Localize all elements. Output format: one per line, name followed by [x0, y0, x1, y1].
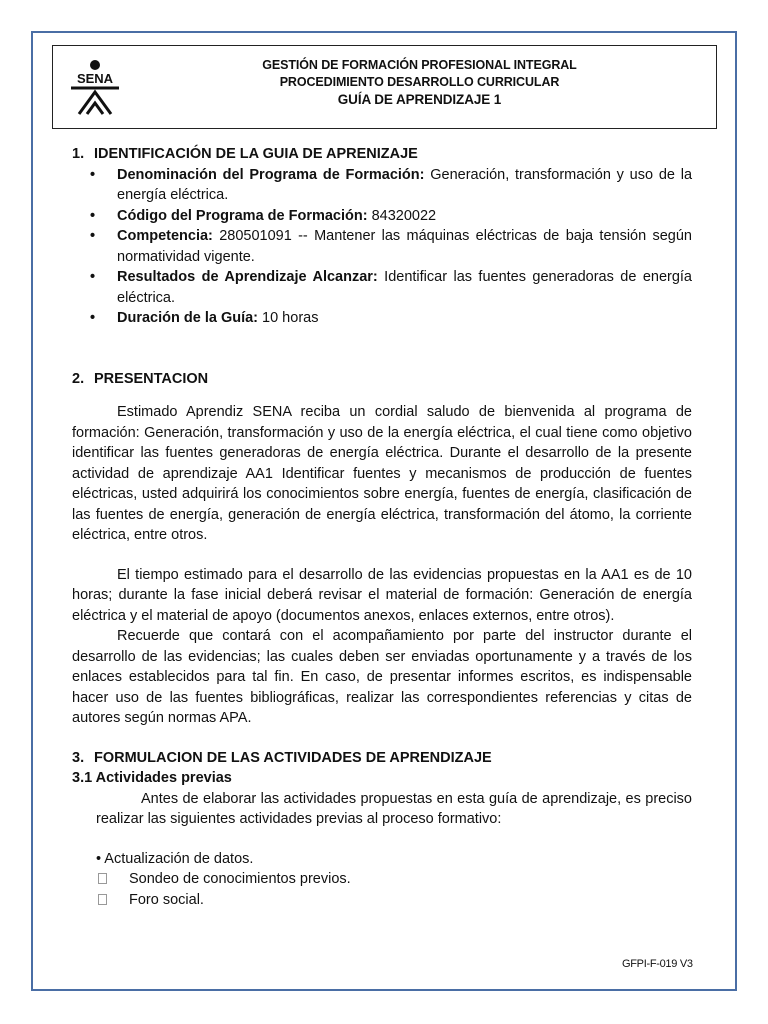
list-item: Foro social.: [72, 890, 692, 911]
header-line-1: GESTIÓN DE FORMACIÓN PROFESIONAL INTEGRAL: [262, 58, 577, 72]
svg-text:SENA: SENA: [76, 71, 114, 86]
header-titles: [133, 57, 706, 108]
list-item: • Denominación del Programa de Formación: Generación, transformación y uso de la energía eléctrica.: [90, 166, 693, 203]
list-item: • Duración de la Guía: 10 horas: [90, 310, 319, 326]
header-line-2: PROCEDIMIENTO DESARROLLO CURRICULAR: [279, 75, 560, 89]
section-3-1-title: 3.1 Actividades previas: [72, 770, 232, 786]
previous-activities-paragraph: Antes de elaborar las actividades propuestas en esta guía de aprendizaje, es preciso realizar las siguientes actividades previas al proceso formativo:: [96, 790, 692, 827]
section-1-title: 1. IDENTIFICACIÓN DE LA GUIA DE APRENIZAJE: [72, 146, 418, 162]
list-item: • Resultados de Aprendizaje Alcanzar: Identificar las fuentes generadoras de energía eléctrica.: [90, 269, 692, 306]
presentation-paragraph-2: El tiempo estimado para el desarrollo de las evidencias propuestas en la AA1 es de 10 horas; durante la fase inicial deberá revisar el material de formación: Generación de energía eléctrica y el material de apoyo (documentos anexos, enlaces externos, entre otros).: [72, 566, 692, 624]
checkbox-glyph-icon: [98, 894, 107, 905]
presentation-paragraph-1: Estimado Aprendiz SENA reciba un cordial saludo de bienvenida al programa de formación: Generación, transformación y uso de la energía eléctrica, el cual tiene como objetivo identificar las fuentes generadoras de energía eléctrica. Durante el desarrollo de la presente actividad de aprendizaje AA1 Identificar fuentes y mecanismos de producción de fuentes eléctricas, usted adquirirá los conocimientos sobre energía, fuentes de energía, clasificación de las fuentes de energía, generación de energía eléctrica, transformación del átomo, la corriente eléctrica, entre otros.: [72, 404, 692, 543]
document-header: [52, 45, 717, 129]
checkbox-glyph-icon: [98, 873, 107, 884]
presentation-paragraph-3: Recuerde que contará con el acompañamiento por parte del instructor durante el desarrollo de las evidencias; las cuales deben ser enviadas oportunamente y a través de los enlaces establecidos para tal fin. En caso, de presentar informes escritos, es indispensable hacer uso de las fuentes bibliográficas, realizar las correspondientes referencias y citas de autores según normas APA.: [72, 628, 692, 726]
identification-list: [72, 165, 692, 329]
section-3-title: 3. FORMULACION DE LAS ACTIVIDADES DE APRENDIZAJE: [72, 749, 492, 766]
sena-logo-icon: [65, 58, 125, 118]
previous-activities-list: [72, 849, 692, 911]
form-code: GFPI-F-019 V3: [622, 958, 693, 970]
section-2-title: 2. PRESENTACION: [72, 370, 209, 387]
list-item: Sondeo de conocimientos previos.: [72, 869, 692, 890]
header-line-3: GUÍA DE APRENDIZAJE 1: [337, 92, 502, 107]
list-item: • Actualización de datos.: [96, 850, 254, 867]
list-item: • Código del Programa de Formación: 84320022: [90, 207, 437, 224]
document-body: [72, 144, 692, 910]
list-item: • Competencia: 280501091 -- Mantener las máquinas eléctricas de baja tensión según normatividad vigente.: [90, 228, 692, 265]
